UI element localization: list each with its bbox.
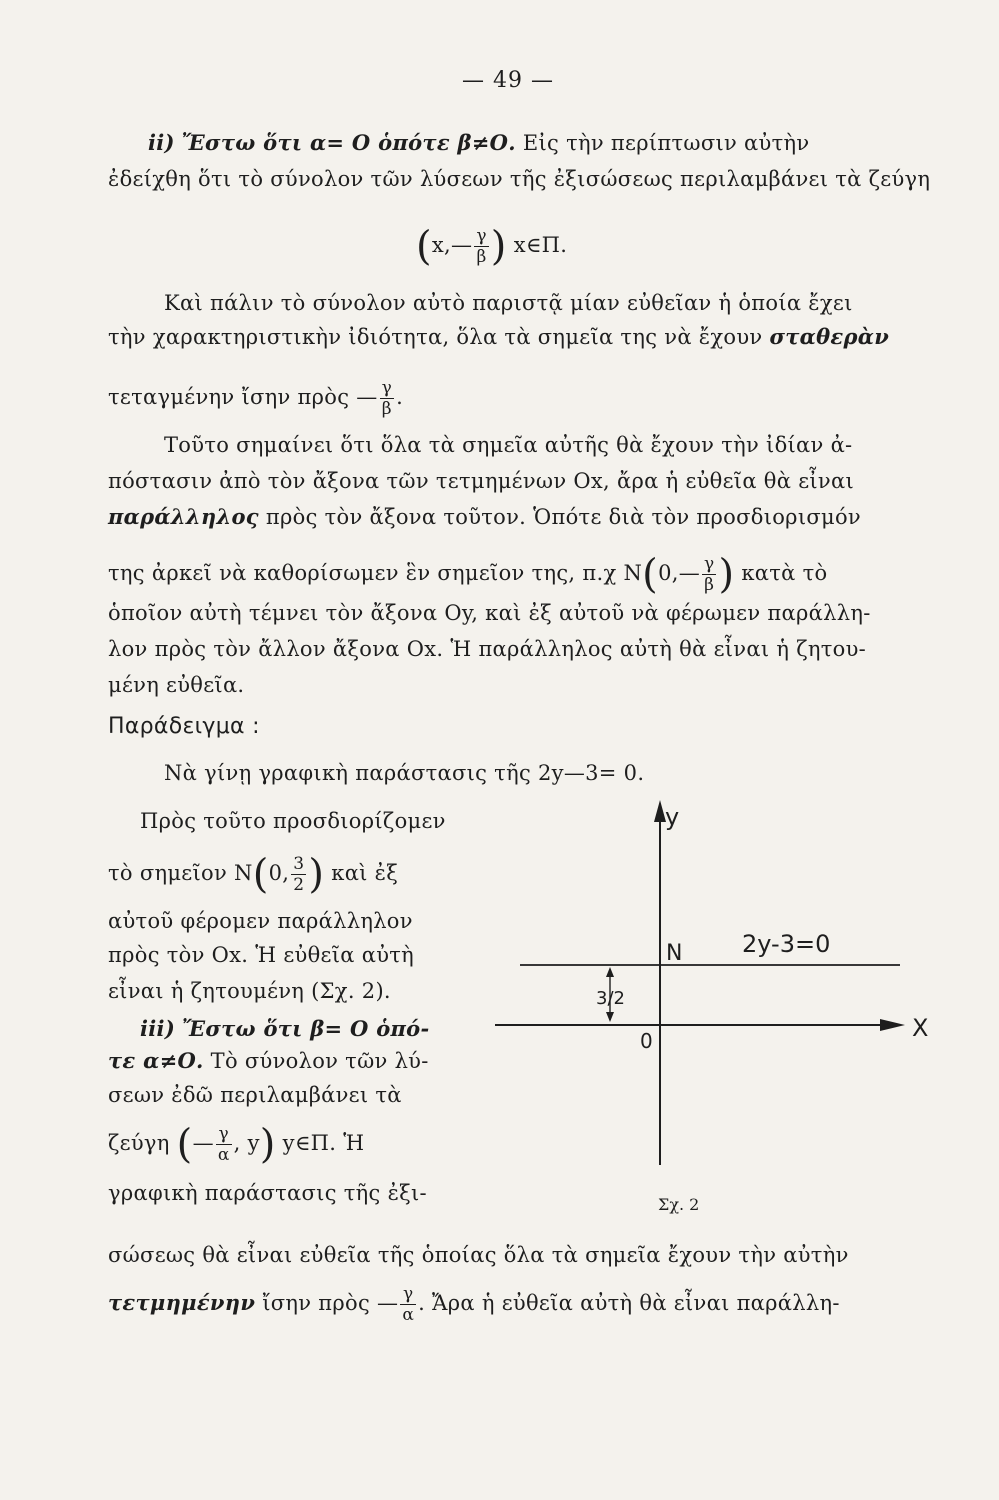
para2-line-7: μένη εὐθεῖα. <box>108 673 245 697</box>
para2-line-6: λον πρὸς τὸν ἄλλον ἄξονα Οx. Ἡ παράλληλος αὐτὴ θὰ εἶναι ἡ ζητου- <box>108 637 867 661</box>
para2-line-4: της ἀρκεῖ νὰ καθορίσωμεν ἓν σημεῖον της, π.χ N(0,— $\frac{\gamma}{\beta}$ ) κατὰ τὸ <box>108 551 828 598</box>
fraction-gamma-beta-3: $\frac{\gamma}{\beta}$ <box>704 554 715 595</box>
case-ii-line-1 <box>148 128 809 158</box>
figure-caption: Σχ. 2 <box>658 1195 700 1214</box>
constant-word: σταθερὰν <box>769 324 890 349</box>
closing-line-1: σώσεως θὰ εἶναι εὐθεῖα τῆς ὁποίας ὅλα τὰ σημεῖα ἔχουν τὴν αὐτὴν <box>108 1243 849 1267</box>
case-iii-condition-1: Ἔστω ὅτι β= Ο ὁπό- <box>182 1016 430 1041</box>
example-line-3: τὸ σημεῖον N(0, $\frac{3}{2}$ ) καὶ ἐξ <box>108 851 399 898</box>
case-ii-text: Εἰς τὴν περίπτωσιν αὐτὴν <box>522 131 810 155</box>
closing-line-2: τετμημένην ἴσην πρὸς — $\frac{\gamma}{\alpha}$ . Ἄρα ἡ εὐθεῖα αὐτὴ θὰ εἶναι παράλλη- <box>108 1284 840 1325</box>
case-iii-line-5: γραφικὴ παράστασις τῆς ἐξι- <box>108 1181 427 1205</box>
para2-line-5: ὁποῖον αὐτὴ τέμνει τὸν ἄξονα Οy, καὶ ἐξ αὐτοῦ νὰ φέρωμεν παράλλη- <box>108 601 871 625</box>
para1-line-3-text: τεταγμένην ἴσην πρὸς — <box>108 385 378 409</box>
case-ii-line-2: ἐδείχθη ὅτι τὸ σύνολον τῶν λύσεων τῆς ἐξισώσεως περιλαμβάνει τὰ ζεύγη <box>108 167 931 191</box>
equation-label: 2y-3=0 <box>742 930 831 958</box>
case-iii-line-2 <box>108 1046 429 1076</box>
fraction-gamma-beta-2: $\frac{\gamma}{\beta}$ <box>381 378 393 419</box>
point-n-example: N <box>234 861 253 885</box>
para1-line-2-text: τὴν χαρακτηριστικὴν ἰδιότητα, ὅλα τὰ σημεῖα της νὰ ἔχουν <box>108 325 763 349</box>
pair-set: x∈Π. <box>513 233 568 257</box>
y-axis-label: y <box>665 803 680 831</box>
para1-line-3: τεταγμένην ἴσην πρὸς — $\frac{\gamma}{\beta}$ . <box>108 378 404 419</box>
example-line-3-text: τὸ σημεῖον <box>108 861 228 885</box>
example-line-5: πρὸς τὸν Οx. Ἡ εὐθεῖα αὐτὴ <box>108 943 415 967</box>
fraction-gamma-alpha-2: $\frac{\gamma}{\alpha}$ <box>402 1284 415 1325</box>
para2-line-1: Τοῦτο σημαίνει ὅτι ὅλα τὰ σημεῖα αὐτῆς θὰ ἔχουν τὴν ἰδίαν ἀ- <box>164 433 853 457</box>
case-iii-line-1 <box>140 1014 430 1044</box>
right-paren: ) <box>490 223 507 270</box>
parallel-word: παράλληλος <box>108 504 259 529</box>
left-paren: ( <box>416 223 432 270</box>
pair-x-text: x,— <box>431 233 473 257</box>
para1-line-1: Καὶ πάλιν τὸ σύνολον αὐτὸ παριστᾷ μίαν εὐθεῖαν ἡ ὁποία ἔχει <box>164 291 853 315</box>
figure-2 <box>460 790 960 1220</box>
example-heading: Παράδειγμα : <box>108 714 260 739</box>
case-ii-label: ii) <box>148 130 175 155</box>
fraction-gamma-beta: $\frac{\gamma}{\beta}$ <box>476 226 487 267</box>
height-marker-up-arrow-icon <box>606 967 614 977</box>
solution-pair-x <box>416 223 568 270</box>
point-n-label: N <box>666 941 683 966</box>
example-line-1: Νὰ γίνῃ γραφικὴ παράστασις τῆς 2y—3= 0. <box>164 761 645 785</box>
height-label: 3/2 <box>596 988 625 1009</box>
example-line-2: Πρὸς τοῦτο προσδιορίζομεν <box>140 809 446 833</box>
para2-line-2: πόστασιν ἀπὸ τὸν ἄξονα τῶν τετμημένων Οx, ἄρα ἡ εὐθεῖα θὰ εἶναι <box>108 469 854 493</box>
point-n: N <box>623 561 643 585</box>
para2-line-3 <box>108 502 861 532</box>
x-axis-arrow-icon <box>880 1019 905 1031</box>
case-iii-line-3: σεων ἐδῶ περιλαμβάνει τὰ <box>108 1083 402 1107</box>
case-iii-label: iii) <box>140 1016 176 1041</box>
origin-label: 0 <box>640 1029 653 1053</box>
para1-line-2 <box>108 322 889 352</box>
height-marker-down-arrow-icon <box>606 1012 614 1022</box>
example-line-4: αὐτοῦ φέρομεν παράλληλον <box>108 909 413 933</box>
case-iii-condition-2: τε α≠Ο. <box>108 1048 204 1073</box>
pairs-word: ζεύγη <box>108 1131 170 1155</box>
x-axis-label: X <box>912 1014 929 1042</box>
case-iii-line-2-text: Τὸ σύνολον τῶν λύ- <box>210 1049 429 1073</box>
para2-line-3-text: πρὸς τὸν ἄξονα τοῦτον. Ὁπότε διὰ τὸν προσδιορισμόν <box>265 505 861 529</box>
para2-line-4-text: της ἀρκεῖ νὰ καθορίσωμεν ἓν σημεῖον της, π.χ <box>108 561 617 585</box>
abscissa-word: τετμημένην <box>108 1290 256 1315</box>
fraction-gamma-alpha: $\frac{\gamma}{\alpha}$ <box>217 1124 230 1165</box>
case-iii-line-4: ζεύγη (— $\frac{\gamma}{\alpha}$ , y) y∈Π. Ἡ <box>108 1121 365 1168</box>
case-ii-condition: Ἔστω ὅτι α= Ο ὁπότε β≠Ο. <box>181 130 516 155</box>
page-number: — 49 — <box>462 68 554 93</box>
example-line-6: εἶναι ἡ ζητουμένη (Σχ. 2). <box>108 979 391 1003</box>
fraction-three-halves: $\frac{3}{2}$ <box>293 854 305 895</box>
